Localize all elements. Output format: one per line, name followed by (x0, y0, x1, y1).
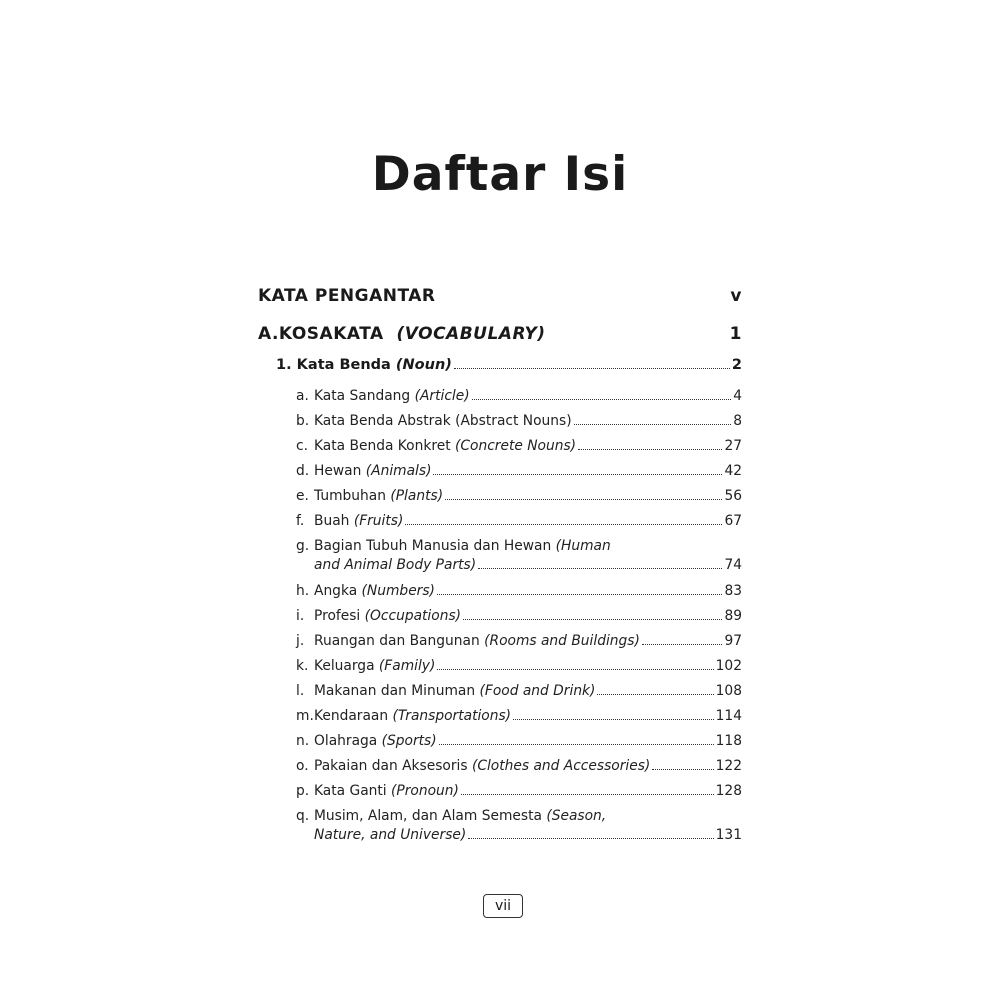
page-number: vii (483, 894, 523, 918)
toc-item-page: 108 (715, 683, 742, 699)
toc-item-text: Bagian Tubuh Manusia dan Hewan (314, 538, 552, 554)
toc-subsection-kata-benda[interactable] (276, 357, 742, 373)
toc-item-letter: p. (296, 783, 310, 799)
toc-item-text: Tumbuhan (314, 488, 386, 504)
toc-item-text-en: (Plants) (390, 488, 444, 504)
toc-item[interactable] (296, 807, 742, 845)
toc-subsection-page: 2 (731, 357, 742, 373)
toc-section-page: 1 (729, 324, 742, 344)
toc-item-page: 67 (724, 513, 742, 529)
toc-item-text: Ruangan dan Bangunan (314, 633, 480, 649)
toc-item-letter: d. (296, 463, 310, 479)
dot-leader (461, 794, 714, 795)
toc-item-text-en: (Family) (378, 658, 436, 674)
toc-item-letter: k. (296, 658, 309, 674)
toc-item-page: 42 (724, 463, 742, 479)
toc-item[interactable] (296, 607, 742, 626)
toc-item-letter: h. (296, 583, 310, 599)
dot-leader (597, 694, 713, 695)
toc-item[interactable] (296, 707, 742, 726)
toc-item-page: 83 (724, 583, 742, 599)
toc-item-text-en: (Fruits) (353, 513, 404, 529)
toc-section-page: v (730, 286, 742, 306)
toc-item-letter: m. (296, 708, 314, 724)
dot-leader (574, 424, 732, 425)
toc-item-letter: f. (296, 513, 305, 529)
toc-item-text: Musim, Alam, dan Alam Semesta (314, 808, 542, 824)
toc-item-text-en: (Food and Drink) (479, 683, 596, 699)
dot-leader (433, 474, 722, 475)
dot-leader (472, 399, 732, 400)
dot-leader (463, 619, 722, 620)
dot-leader (437, 594, 723, 595)
dot-leader (513, 719, 714, 720)
toc-item-page: 114 (715, 708, 742, 724)
toc-item[interactable] (296, 657, 742, 676)
toc-item-page: 97 (724, 633, 742, 649)
toc-item-letter: i. (296, 608, 305, 624)
toc-item-letter: c. (296, 438, 308, 454)
toc-item-text: Kata Benda Abstrak (Abstract Nouns) (314, 413, 572, 429)
toc-item[interactable] (296, 757, 742, 776)
toc-item-text-en: (Concrete Nouns) (455, 438, 577, 454)
dot-leader (437, 669, 713, 670)
toc-item-text-en: (Article) (414, 388, 470, 404)
toc-item-page: 131 (715, 827, 742, 843)
toc-item-text-continued: Nature, and Universe) (314, 827, 467, 843)
toc-subsection-number: 1. (276, 357, 292, 373)
page-title: Daftar Isi (371, 147, 629, 202)
toc-item-page: 122 (715, 758, 742, 774)
toc-item-text-en: (Rooms and Buildings) (484, 633, 640, 649)
toc-item-text: Keluarga (314, 658, 375, 674)
toc-item-page: 128 (715, 783, 742, 799)
toc-item-page: 89 (724, 608, 742, 624)
toc-item[interactable] (296, 782, 742, 801)
toc-item-text: Angka (314, 583, 358, 599)
dot-leader (478, 568, 722, 569)
toc-item-text-en: (Pronoun) (391, 783, 459, 799)
toc-item-page: 56 (724, 488, 742, 504)
toc-section-kosakata[interactable] (258, 324, 742, 344)
toc-item-letter: n. (296, 733, 310, 749)
toc-subsection-label-en: (Noun) (395, 357, 452, 373)
toc-item-letter: q. (296, 808, 310, 824)
toc-item-text: Kendaraan (314, 708, 389, 724)
toc-item[interactable] (296, 732, 742, 751)
toc-item[interactable] (296, 537, 742, 575)
toc-item-page: 4 (733, 388, 742, 404)
toc-item[interactable] (296, 412, 742, 431)
toc-item-page: 102 (715, 658, 742, 674)
toc-item-page: 74 (724, 557, 742, 573)
toc-item-text-continued: and Animal Body Parts) (314, 557, 477, 573)
toc-item-text-en: (Animals) (365, 463, 432, 479)
toc-item[interactable] (296, 632, 742, 651)
toc-item-letter: l. (296, 683, 305, 699)
toc-item-text: Olahraga (314, 733, 378, 749)
toc-item-text-en: (Season, (546, 808, 607, 824)
dot-leader (454, 368, 730, 369)
toc-item-text-en: (Numbers) (361, 583, 435, 599)
toc-item-text: Profesi (314, 608, 361, 624)
toc-section-kata-pengantar[interactable] (258, 286, 742, 306)
toc-item[interactable] (296, 487, 742, 506)
toc-item-text-en: (Occupations) (364, 608, 462, 624)
toc-item-letter: e. (296, 488, 309, 504)
toc-item-letter: o. (296, 758, 309, 774)
toc-subsection-label: Kata Benda (296, 357, 391, 373)
dot-leader (578, 449, 722, 450)
toc-item-page: 118 (715, 733, 742, 749)
toc-item[interactable] (296, 582, 742, 601)
toc-item-letter: a. (296, 388, 309, 404)
dot-leader (439, 744, 714, 745)
toc-item-text: Kata Benda Konkret (314, 438, 451, 454)
toc-item-text-en: (Transportations) (392, 708, 512, 724)
toc-item-letter: j. (296, 633, 305, 649)
dot-leader (652, 769, 713, 770)
dot-leader (468, 838, 713, 839)
dot-leader (445, 499, 722, 500)
toc-item-letter: g. (296, 538, 310, 554)
toc-section-label: A.KOSAKATA (VOCABULARY) (258, 324, 546, 344)
toc-item-text: Kata Sandang (314, 388, 411, 404)
toc-item-text: Buah (314, 513, 350, 529)
dot-leader (405, 524, 722, 525)
toc-item-text-en: (Clothes and Accessories) (471, 758, 651, 774)
dot-leader (642, 644, 723, 645)
toc-item[interactable] (296, 462, 742, 481)
toc-item-text-en: (Sports) (381, 733, 437, 749)
toc-item-text-en: (Human (555, 538, 611, 554)
toc-item-letter: b. (296, 413, 310, 429)
toc-item[interactable] (296, 387, 742, 406)
toc-item[interactable] (296, 437, 742, 456)
toc-item-text: Makanan dan Minuman (314, 683, 476, 699)
toc-item-text: Kata Ganti (314, 783, 387, 799)
toc-section-label: KATA PENGANTAR (258, 286, 436, 306)
toc-item[interactable] (296, 512, 742, 531)
toc-item-page: 27 (724, 438, 742, 454)
toc-item-page: 8 (733, 413, 742, 429)
toc-item[interactable] (296, 682, 742, 701)
toc-item-text: Pakaian dan Aksesoris (314, 758, 468, 774)
toc-item-text: Hewan (314, 463, 362, 479)
